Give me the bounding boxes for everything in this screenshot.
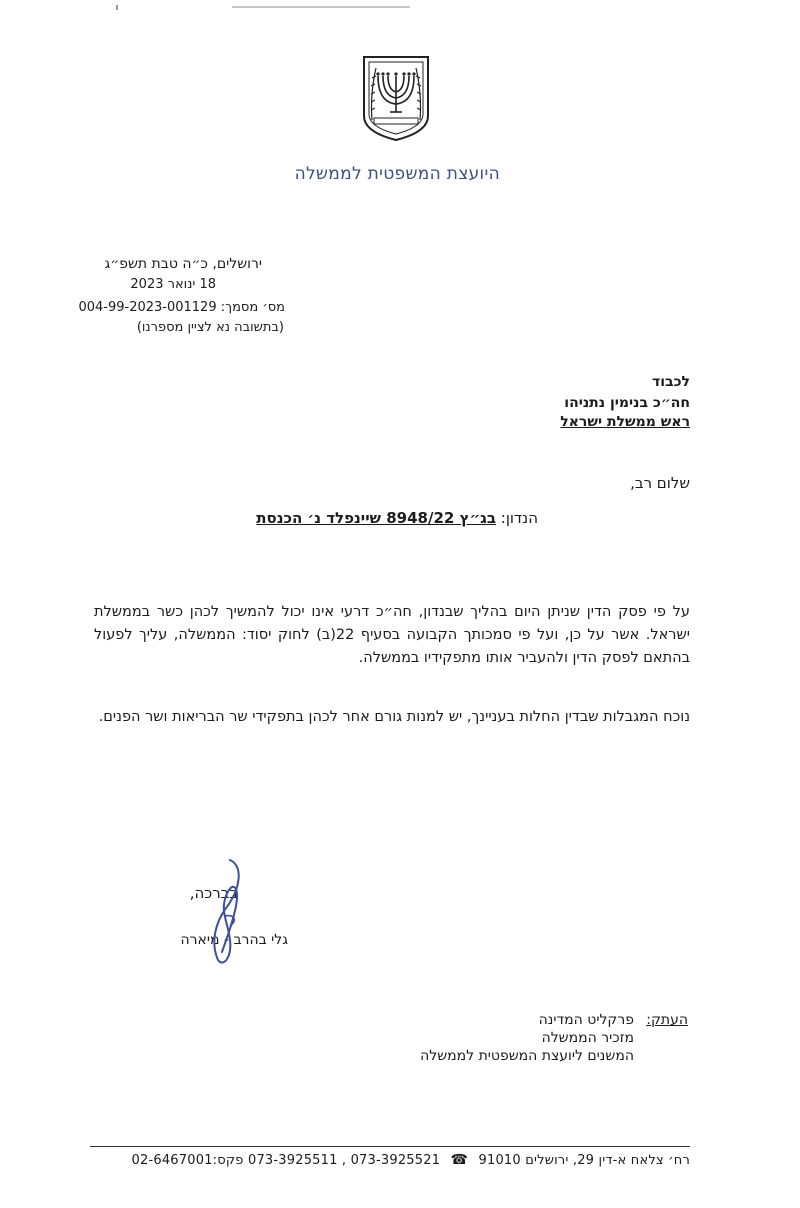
footer-fax: פקס:02-6467001 bbox=[131, 1153, 244, 1168]
subject-line bbox=[256, 509, 538, 527]
recipient-name: חה״כ בנימין נתניהו bbox=[564, 395, 690, 411]
handwritten-signature-icon bbox=[196, 856, 256, 968]
reference-label: מס׳ מסמך: bbox=[220, 300, 285, 315]
date-hebrew: ירושלים, כ״ה טבת תשפ״ג bbox=[104, 256, 262, 272]
cc-item: פרקליט המדינה bbox=[538, 1012, 634, 1028]
cc-item: מזכיר הממשלה bbox=[541, 1030, 634, 1046]
footer-contact bbox=[132, 1152, 690, 1168]
reference-number: 004-99-2023-001129 bbox=[78, 300, 217, 315]
office-title: היועצת המשפטית לממשלה bbox=[294, 164, 500, 184]
date-gregorian: 18 ינואר 2023 bbox=[130, 277, 216, 292]
subject-text: בג״ץ 8948/22 שיינפלד נ׳ הכנסת bbox=[256, 509, 496, 527]
body-paragraph-2: נוכח המגבלות שבדין החלות בעניינך, יש למנות גורם אחר לכהן בתפקידי שר הבריאות ושר הפנים. bbox=[98, 709, 690, 725]
body-paragraph-1: על פי פסק הדין שניתן היום בהליך שבנדון, חה״כ דרעי אינו יכול להמשיך לכהן כשר בממשלת ישראל. אשר על כן, ועל פי סמכותך הקבועה בסעיף 22(ב) לחוק יסוד: הממשלה, עליך לפעול בהתאם לפסק הדין ולהעביר אותו מתפקידיו בממשלה. bbox=[94, 604, 690, 666]
subject-label: הנדון: bbox=[500, 509, 538, 527]
reference-note: (בתשובה נא לציין מספרנו) bbox=[136, 320, 284, 335]
cc-label: העתק: bbox=[646, 1012, 688, 1028]
footer-phones: 073-3925511 , 073-3925521 bbox=[247, 1153, 441, 1168]
footer-address: רח׳ צלאח א-דין 29, ירושלים 91010 bbox=[478, 1153, 690, 1168]
phone-icon: ☎ bbox=[450, 1152, 469, 1168]
scan-edge-line bbox=[232, 6, 410, 8]
closing: בברכה, bbox=[189, 884, 238, 902]
signer-name: גלי בהרב - מיארה bbox=[180, 932, 288, 948]
footer-divider bbox=[90, 1146, 690, 1147]
greeting: שלום רב, bbox=[630, 474, 690, 492]
recipient-title: ראש ממשלת ישראל bbox=[560, 414, 690, 430]
cc-item: המשנים ליועצת המשפטית לממשלה bbox=[420, 1048, 634, 1064]
state-emblem-icon bbox=[360, 54, 432, 142]
recipient-salutation: לכבוד bbox=[652, 374, 690, 390]
reference-line bbox=[78, 300, 285, 315]
scan-mark bbox=[116, 5, 118, 10]
